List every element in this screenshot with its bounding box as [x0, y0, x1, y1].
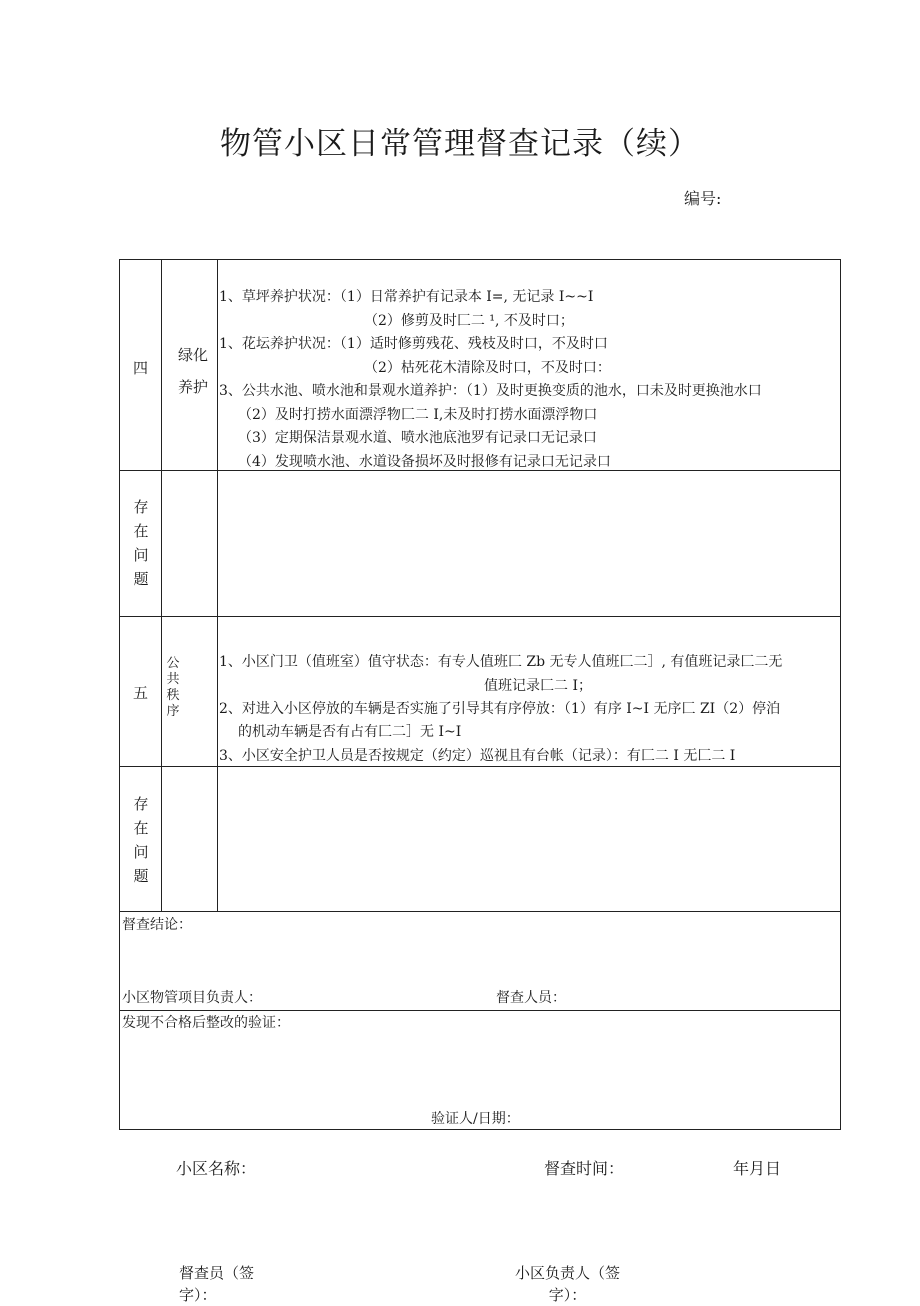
section4-line: （3）定期保洁景观水道、喷水池底池罗有记录口无记录口: [238, 430, 597, 446]
section5-line: 3、小区安全护卫人员是否按规定（约定）巡视且有台帐（记录）：有匚二 I 无匚二 I: [219, 748, 736, 764]
page-title: 物管小区日常管理督查记录（续）: [220, 126, 700, 162]
community-head-signature-line2: 字）：: [548, 1286, 587, 1304]
section4-line: 1、草坪养护状况：（1）日常养护有记录本 I=, 无记录 I~~I: [219, 289, 594, 305]
section5-category-char: 序: [166, 704, 180, 719]
section5-category: [163, 656, 183, 720]
issues-char: 题: [133, 867, 149, 885]
issues-char: 在: [133, 819, 149, 837]
section4-line: （2）枯死花木清除及时口，不及时口：: [364, 360, 611, 376]
community-name-label: 小区名称：: [176, 1159, 257, 1178]
section5-line: 的机动车辆是否有占有匚二］无 I~I: [238, 724, 462, 740]
section4-category-line2: 养护: [178, 378, 209, 396]
section4-line: （2）修剪及时匚二 ¹, 不及时口；: [364, 313, 574, 329]
section5-line: 1、小区门卫（值班室）值守状态：有专人值班匚 Zb 无专人值班匚二］, 有值班记录匚二无: [219, 654, 783, 670]
community-head-signature: [515, 1262, 620, 1306]
section4-number: 四: [133, 359, 149, 377]
issues-char: 存: [133, 795, 149, 813]
column-divider: [217, 260, 218, 911]
inspector-signature-line1: 督查员（签: [179, 1264, 255, 1282]
row-divider: [120, 616, 840, 617]
issues-char: 存: [133, 498, 149, 516]
verification-label: 发现不合格后整改的验证：: [122, 1015, 290, 1031]
section4-line: 1、花坛养护状况：（1）适时修剪残花、残枝及时口，不及时口: [219, 336, 608, 352]
issues-char: 在: [133, 522, 149, 540]
verifier-label: 验证人/日期：: [431, 1111, 520, 1127]
inspector-signature-line2: 字）：: [179, 1286, 217, 1304]
inspector-signature: [179, 1262, 254, 1306]
manager-label: 小区物管项目负责人：: [122, 990, 262, 1006]
section4-line: （4）发现喷水池、水道设备损坏及时报修有记录口无记录口: [238, 454, 611, 470]
section5-category-char: 秩: [166, 688, 180, 703]
issues-label: [131, 792, 151, 888]
section4-category-line1: 绿化: [178, 346, 209, 364]
date-label: 年月日: [733, 1159, 782, 1178]
serial-number-label: 编号:: [684, 189, 722, 208]
section4-line: （2）及时打捞水面漂浮物匚二 I,未及时打捞水面漂浮物口: [238, 407, 598, 423]
issues-char: 问: [133, 843, 149, 861]
issues-char: 题: [133, 570, 149, 588]
section5-number: 五: [133, 684, 149, 702]
section5-category-char: 公: [166, 656, 180, 671]
community-head-signature-line1: 小区负责人（签: [515, 1264, 621, 1282]
inspector-label: 督查人员：: [496, 990, 566, 1006]
section4-line: 3、公共水池、喷水池和景观水道养护：（1）及时更换变质的池水，口未及时更换池水口: [219, 383, 762, 399]
issues-label: [131, 495, 151, 591]
section5-line: 值班记录匚二 I；: [484, 678, 592, 694]
conclusion-label: 督查结论：: [122, 917, 192, 933]
issues-char: 问: [133, 546, 149, 564]
column-divider: [161, 260, 162, 911]
row-divider: [120, 911, 840, 912]
section5-line: 2、对进入小区停放的车辆是否实施了引导其有序停放：（1）有序 I~I 无序匚 ZI（2）停泊: [219, 701, 781, 717]
inspection-time-label: 督查时间：: [544, 1159, 625, 1178]
section5-category-char: 共: [166, 672, 180, 687]
row-divider: [120, 1010, 840, 1011]
inspection-table: [119, 259, 841, 1130]
row-divider: [120, 766, 840, 767]
